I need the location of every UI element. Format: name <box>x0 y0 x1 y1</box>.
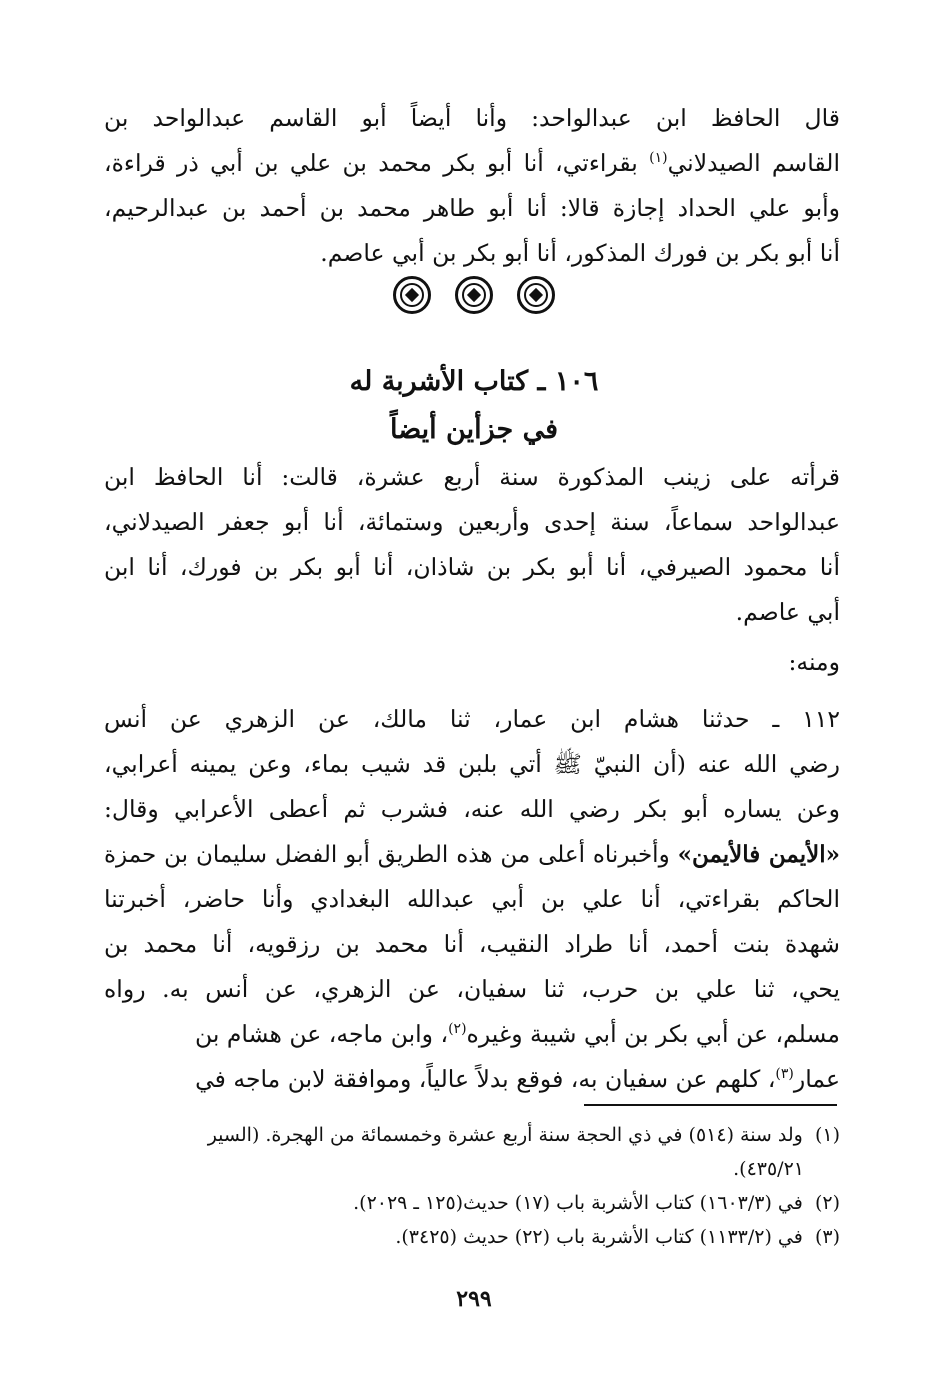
rosette-ornament-icon <box>517 276 555 314</box>
text-line: وعن يساره أبو بكر رضي الله عنه، فشرب ثم أعطى الأعرابي وقال: <box>104 795 840 823</box>
text-segment: ، وابن ماجه، عن هشام بن <box>194 1020 449 1048</box>
text-line: شهدة بنت أحمد، أنا طراد النقيب، أنا محمد بن رزقويه، أنا محمد بن <box>104 930 840 958</box>
footnote-text: ولد سنة (٥١٤) في ذي الحجة سنة أربع عشرة وخمسمائة من الهجرة. (السير <box>207 1124 803 1146</box>
footnote-3 <box>90 1220 840 1254</box>
footnote-1 <box>90 1118 840 1152</box>
text-line: ١١٢ ـ حدثنا هشام ابن عمار، ثنا مالك، عن الزهري عن أنس <box>104 705 840 733</box>
hadith-quote: «الأيمن فالأيمن» <box>677 841 840 868</box>
text-line: قال الحافظ ابن عبدالواحد: وأنا أيضاً أبو القاسم عبدالواحد بن <box>104 104 840 132</box>
text-line: أبي عاصم. <box>735 598 840 626</box>
footnote-separator <box>584 1104 837 1106</box>
text-segment: بقراءتي، أنا أبو بكر محمد بن علي بن أبي ذر قراءة، <box>104 149 638 177</box>
footnote-text: في (١٦٠٣/٣) كتاب الأشربة باب (١٧) حديث(١٢٥ ـ ٢٠٢٩). <box>353 1192 803 1214</box>
text-line: قرأته على زينب المذكورة سنة أربع عشرة، قالت: أنا الحافظ ابن <box>104 463 840 491</box>
footnote-1-continued: ٤٣٥/٢١). <box>733 1158 804 1180</box>
footnote-marker-3: (٣) <box>775 1066 794 1083</box>
footnote-number: (١) <box>814 1124 840 1146</box>
section-subheading: في جزأين أيضاً <box>389 414 559 445</box>
paragraph-isnad-intro <box>104 96 840 276</box>
text-line: يحي، ثنا علي بن حرب، ثنا سفيان، عن الزهري، عن أنس به. رواه <box>104 975 840 1003</box>
footnote-number: (٢) <box>814 1192 840 1214</box>
paragraph-reading-chain <box>104 455 840 635</box>
text-line: وأبو علي الحداد إجازة قالا: أنا أبو طاهر محمد بن أحمد بن عبدالرحيم، <box>104 194 840 222</box>
text-line <box>104 1057 840 1102</box>
text-line <box>104 832 840 877</box>
text-segment: مسلم، عن أبي بكر بن أبي شيبة وغيره <box>466 1020 840 1048</box>
text-segment: وأخبرناه أعلى من هذه الطريق أبو الفضل سليمان بن حمزة <box>104 842 670 868</box>
rosette-ornament-icon <box>393 276 431 314</box>
text-line: عبدالواحد سماعاً، سنة إحدى وأربعين وستمائة، أنا أبو جعفر الصيدلاني، <box>104 508 840 536</box>
text-segment: القاسم الصيدلاني <box>667 149 840 177</box>
text-line: رضي الله عنه (أن النبيّ ﷺ أتي بلبن قد شيب بماء، وعن يمينه أعرابي، <box>104 750 840 778</box>
footnote-text: في (١١٣٣/٢) كتاب الأشربة باب (٢٢) حديث (٣٤٢٥). <box>395 1226 803 1248</box>
text-line: الحاكم بقراءتي، أنا علي بن أبي عبدالله البغدادي وأنا حاضر، أخبرتنا <box>104 885 840 913</box>
text-line <box>104 1012 840 1057</box>
rosette-ornament-icon <box>455 276 493 314</box>
text-segment: عمار <box>793 1065 840 1093</box>
footnote-number: (٣) <box>814 1226 840 1248</box>
text-line: أنا أبو بكر بن فورك المذكور، أنا أبو بكر بن أبي عاصم. <box>320 239 840 267</box>
paragraph-from-it <box>104 640 840 685</box>
footnotes <box>90 1118 840 1254</box>
text-line: ومنه: <box>788 648 840 676</box>
text-segment: ، كلهم عن سفيان به، فوقع بدلاً عالياً، وموافقة لابن ماجه في <box>195 1065 776 1093</box>
footnote-2 <box>90 1186 840 1220</box>
text-line: أنا محمود الصيرفي، أنا أبو بكر بن شاذان، أنا أبو بكر بن فورك، أنا ابن <box>104 553 840 581</box>
footnote-marker-2: (٢) <box>448 1021 467 1038</box>
page-number: ٢٩٩ <box>456 1286 492 1312</box>
section-divider-ornaments <box>0 276 948 314</box>
paragraph-hadith-112 <box>104 697 840 1102</box>
footnote-marker-1: (١) <box>649 150 668 167</box>
section-heading: ١٠٦ ـ كتاب الأشربة له <box>349 366 599 397</box>
text-line <box>104 141 840 186</box>
